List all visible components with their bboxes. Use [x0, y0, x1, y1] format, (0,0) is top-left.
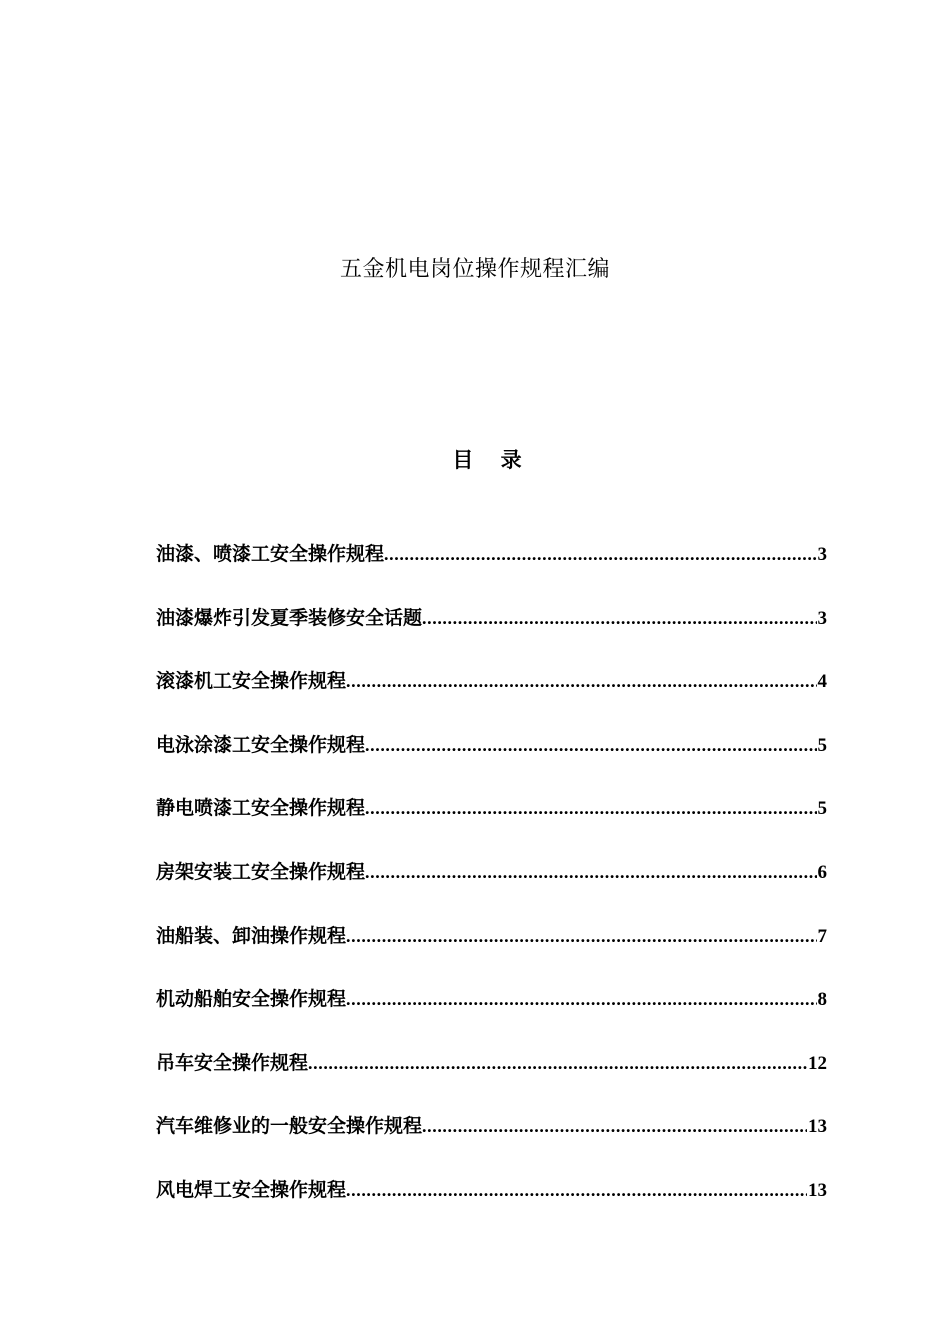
- toc-entry-title: 油漆爆炸引发夏季装修安全话题: [156, 606, 423, 629]
- toc-dot-leader: [346, 985, 816, 1013]
- toc-dot-leader: [422, 1112, 807, 1140]
- toc-entry-title: 汽车维修业的一般安全操作规程: [156, 1115, 423, 1138]
- toc-entry[interactable]: [156, 858, 827, 922]
- toc-dot-leader: [365, 794, 816, 822]
- toc-dot-leader: [422, 604, 816, 632]
- toc-entry-title: 油漆、喷漆工安全操作规程: [156, 543, 385, 565]
- toc-entry-page: 12: [808, 1052, 827, 1074]
- toc-entry-page: 13: [808, 1116, 827, 1138]
- toc-entry-page: 5: [817, 798, 827, 820]
- toc-dot-leader: [365, 731, 816, 759]
- toc-entry-page: 4: [817, 671, 827, 693]
- toc-entry-page: 13: [808, 1179, 827, 1201]
- toc-entry-title: 滚漆机工安全操作规程: [156, 670, 347, 693]
- toc-dot-leader: [384, 540, 816, 568]
- toc-entry[interactable]: [156, 985, 827, 1049]
- toc-entry[interactable]: [156, 604, 827, 668]
- toc-entry-title: 风电焊工安全操作规程: [156, 1178, 347, 1201]
- toc-entry-title: 房架安装工安全操作规程: [156, 860, 366, 883]
- toc-entry-title: 油船装、卸油操作规程: [156, 924, 347, 947]
- toc-entry[interactable]: [156, 794, 827, 858]
- toc-entry[interactable]: [156, 731, 827, 795]
- toc-entry-title: 电泳涂漆工安全操作规程: [156, 733, 366, 756]
- toc-entry[interactable]: [156, 1176, 827, 1240]
- toc-dot-leader: [346, 922, 816, 950]
- toc-entry-title: 吊车安全操作规程: [156, 1051, 309, 1074]
- toc-entry-page: 5: [817, 734, 827, 756]
- toc-entry[interactable]: [156, 922, 827, 986]
- toc-entry[interactable]: [156, 540, 827, 604]
- document-title: 五金机电岗位操作规程汇编: [339, 257, 610, 282]
- toc-entry-page: 3: [817, 544, 827, 565]
- toc-entry-title: 静电喷漆工安全操作规程: [156, 797, 366, 820]
- toc-entry-page: 7: [817, 925, 827, 947]
- toc-dot-leader: [346, 667, 816, 695]
- toc-entry-title: 机动船舶安全操作规程: [156, 988, 347, 1011]
- toc-entry-page: 6: [817, 861, 827, 883]
- toc-heading: 目 录: [452, 448, 532, 472]
- toc-entry[interactable]: [156, 1112, 827, 1176]
- toc-entry-page: 8: [817, 989, 827, 1011]
- toc-dot-leader: [365, 858, 816, 886]
- toc-entry-page: 3: [817, 607, 827, 629]
- toc-dot-leader: [346, 1176, 807, 1204]
- toc-dot-leader: [308, 1049, 807, 1077]
- table-of-contents: [156, 540, 827, 1240]
- toc-entry[interactable]: [156, 667, 827, 731]
- toc-entry[interactable]: [156, 1049, 827, 1113]
